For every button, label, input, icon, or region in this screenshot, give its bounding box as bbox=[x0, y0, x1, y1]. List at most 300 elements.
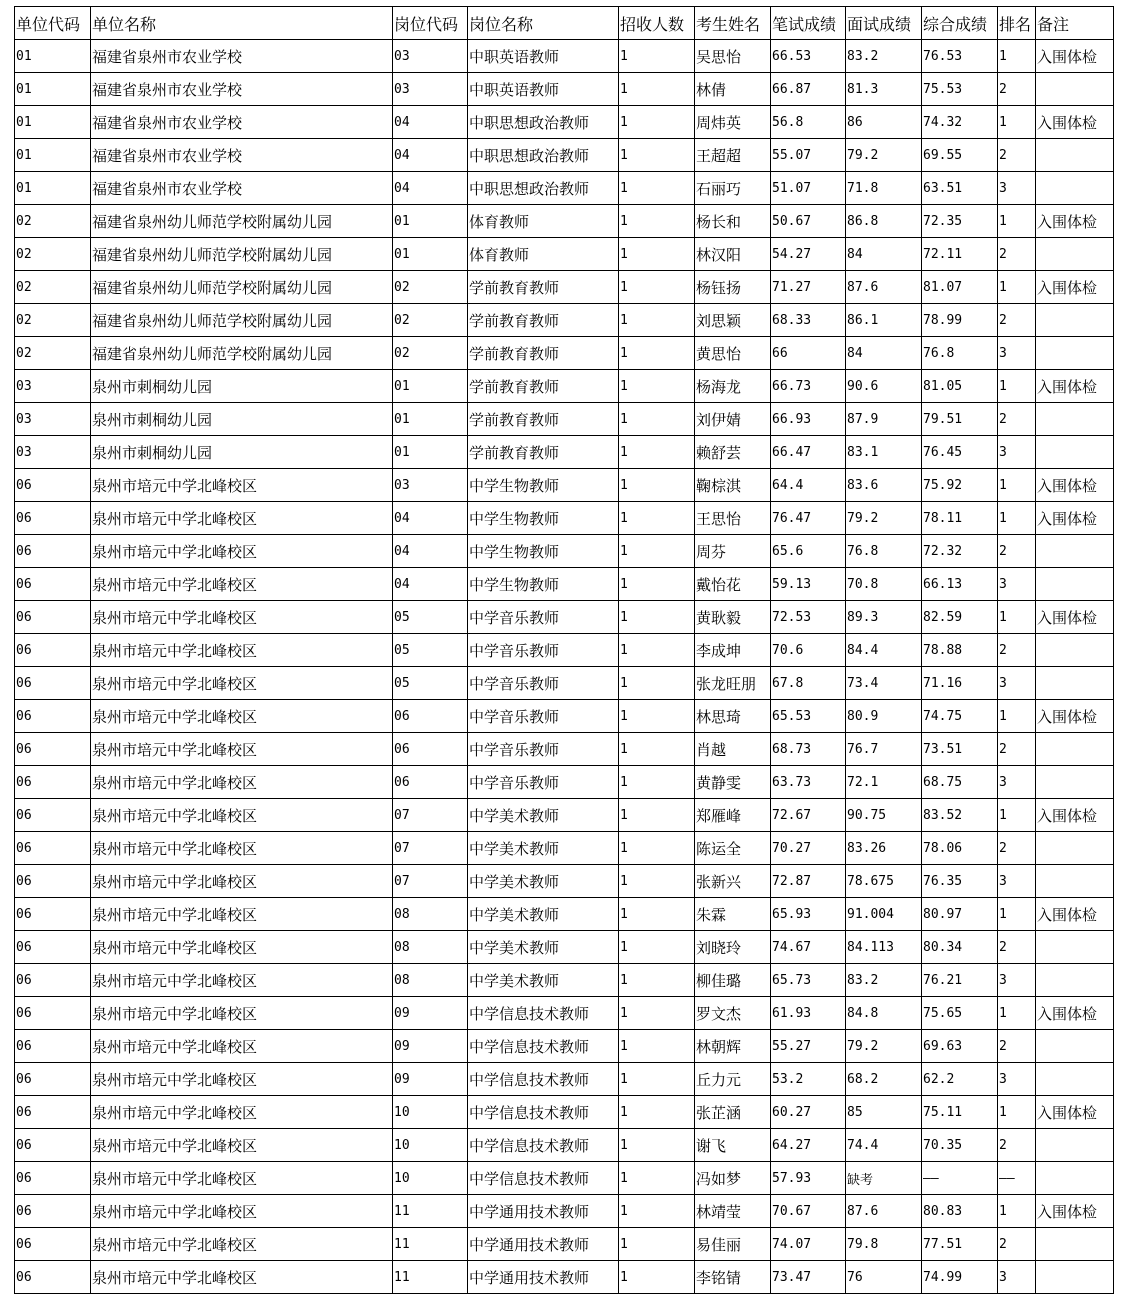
rank-cell: —— bbox=[998, 1162, 1036, 1195]
total-score-cell: 69.63 bbox=[922, 1030, 998, 1063]
total-score-cell: 76.8 bbox=[922, 337, 998, 370]
interview-score-cell: 72.1 bbox=[846, 766, 922, 799]
unit-name-cell: 福建省泉州市农业学校 bbox=[91, 106, 393, 139]
quota-cell: 1 bbox=[619, 865, 695, 898]
written-score-cell: 71.27 bbox=[771, 271, 846, 304]
rank-cell: 1 bbox=[998, 40, 1036, 73]
interview-score-cell: 70.8 bbox=[846, 568, 922, 601]
rank-cell: 2 bbox=[998, 1228, 1036, 1261]
interview-score-cell: 80.9 bbox=[846, 700, 922, 733]
interview-score-cell: 87.6 bbox=[846, 1195, 922, 1228]
rank-cell: 3 bbox=[998, 1261, 1036, 1294]
remark-cell bbox=[1036, 238, 1114, 271]
unit-name-cell: 福建省泉州市农业学校 bbox=[91, 172, 393, 205]
unit-code-cell: 01 bbox=[15, 40, 91, 73]
rank-cell: 1 bbox=[998, 502, 1036, 535]
candidate-name-cell: 刘伊婧 bbox=[695, 403, 771, 436]
post-code-cell: 06 bbox=[393, 700, 468, 733]
unit-code-cell: 02 bbox=[15, 238, 91, 271]
post-code-cell: 03 bbox=[393, 469, 468, 502]
written-score-cell: 76.47 bbox=[771, 502, 846, 535]
quota-cell: 1 bbox=[619, 997, 695, 1030]
post-code-cell: 05 bbox=[393, 634, 468, 667]
candidate-name-cell: 朱霖 bbox=[695, 898, 771, 931]
unit-name-cell: 泉州市培元中学北峰校区 bbox=[91, 799, 393, 832]
total-score-cell: 82.59 bbox=[922, 601, 998, 634]
candidate-name-cell: 吴思怡 bbox=[695, 40, 771, 73]
unit-name-cell: 泉州市培元中学北峰校区 bbox=[91, 766, 393, 799]
post-code-cell: 04 bbox=[393, 139, 468, 172]
interview-score-cell: 85 bbox=[846, 1096, 922, 1129]
written-score-cell: 65.93 bbox=[771, 898, 846, 931]
table-row bbox=[15, 205, 1114, 238]
table-row bbox=[15, 1129, 1114, 1162]
written-score-cell: 57.93 bbox=[771, 1162, 846, 1195]
unit-name-cell: 福建省泉州幼儿师范学校附属幼儿园 bbox=[91, 337, 393, 370]
remark-cell bbox=[1036, 1129, 1114, 1162]
rank-cell: 2 bbox=[998, 535, 1036, 568]
table-row bbox=[15, 667, 1114, 700]
rank-cell: 2 bbox=[998, 304, 1036, 337]
table-row bbox=[15, 337, 1114, 370]
header-unit-code: 单位代码 bbox=[15, 7, 91, 40]
post-code-cell: 02 bbox=[393, 271, 468, 304]
unit-code-cell: 06 bbox=[15, 1261, 91, 1294]
table-row bbox=[15, 469, 1114, 502]
interview-score-cell: 83.1 bbox=[846, 436, 922, 469]
unit-code-cell: 06 bbox=[15, 898, 91, 931]
remark-cell bbox=[1036, 766, 1114, 799]
quota-cell: 1 bbox=[619, 535, 695, 568]
quota-cell: 1 bbox=[619, 1063, 695, 1096]
post-code-cell: 04 bbox=[393, 502, 468, 535]
rank-cell: 3 bbox=[998, 337, 1036, 370]
post-name-cell: 学前教育教师 bbox=[468, 403, 619, 436]
unit-code-cell: 06 bbox=[15, 832, 91, 865]
post-name-cell: 中学通用技术教师 bbox=[468, 1261, 619, 1294]
table-row bbox=[15, 733, 1114, 766]
total-score-cell: 62.2 bbox=[922, 1063, 998, 1096]
rank-cell: 1 bbox=[998, 997, 1036, 1030]
table-row bbox=[15, 271, 1114, 304]
post-name-cell: 体育教师 bbox=[468, 238, 619, 271]
unit-code-cell: 02 bbox=[15, 304, 91, 337]
total-score-cell: 72.35 bbox=[922, 205, 998, 238]
unit-name-cell: 泉州市培元中学北峰校区 bbox=[91, 865, 393, 898]
table-row bbox=[15, 1030, 1114, 1063]
post-name-cell: 学前教育教师 bbox=[468, 271, 619, 304]
remark-cell bbox=[1036, 832, 1114, 865]
total-score-cell: 74.75 bbox=[922, 700, 998, 733]
written-score-cell: 61.93 bbox=[771, 997, 846, 1030]
candidate-name-cell: 黄耿毅 bbox=[695, 601, 771, 634]
quota-cell: 1 bbox=[619, 238, 695, 271]
table-body bbox=[15, 40, 1114, 1294]
unit-code-cell: 01 bbox=[15, 106, 91, 139]
candidate-name-cell: 肖越 bbox=[695, 733, 771, 766]
unit-name-cell: 泉州市培元中学北峰校区 bbox=[91, 700, 393, 733]
unit-name-cell: 泉州市培元中学北峰校区 bbox=[91, 832, 393, 865]
written-score-cell: 65.53 bbox=[771, 700, 846, 733]
remark-cell: 入围体检 bbox=[1036, 898, 1114, 931]
candidate-name-cell: 杨海龙 bbox=[695, 370, 771, 403]
unit-name-cell: 泉州市培元中学北峰校区 bbox=[91, 1030, 393, 1063]
table-row bbox=[15, 73, 1114, 106]
written-score-cell: 63.73 bbox=[771, 766, 846, 799]
remark-cell bbox=[1036, 1228, 1114, 1261]
table-row bbox=[15, 1261, 1114, 1294]
written-score-cell: 51.07 bbox=[771, 172, 846, 205]
rank-cell: 1 bbox=[998, 898, 1036, 931]
post-name-cell: 中职英语教师 bbox=[468, 40, 619, 73]
quota-cell: 1 bbox=[619, 106, 695, 139]
candidate-name-cell: 刘思颖 bbox=[695, 304, 771, 337]
total-score-cell: 73.51 bbox=[922, 733, 998, 766]
total-score-cell: 74.32 bbox=[922, 106, 998, 139]
post-code-cell: 09 bbox=[393, 1030, 468, 1063]
post-code-cell: 04 bbox=[393, 568, 468, 601]
post-code-cell: 07 bbox=[393, 799, 468, 832]
header-interview-score: 面试成绩 bbox=[846, 7, 922, 40]
post-code-cell: 09 bbox=[393, 1063, 468, 1096]
quota-cell: 1 bbox=[619, 1261, 695, 1294]
unit-code-cell: 03 bbox=[15, 370, 91, 403]
total-score-cell: 76.45 bbox=[922, 436, 998, 469]
remark-cell: 入围体检 bbox=[1036, 700, 1114, 733]
total-score-cell: 74.99 bbox=[922, 1261, 998, 1294]
total-score-cell: 76.21 bbox=[922, 964, 998, 997]
quota-cell: 1 bbox=[619, 1195, 695, 1228]
candidate-name-cell: 周炜英 bbox=[695, 106, 771, 139]
total-score-cell: 81.05 bbox=[922, 370, 998, 403]
remark-cell: 入围体检 bbox=[1036, 40, 1114, 73]
rank-cell: 1 bbox=[998, 1096, 1036, 1129]
rank-cell: 2 bbox=[998, 73, 1036, 106]
remark-cell bbox=[1036, 436, 1114, 469]
unit-code-cell: 02 bbox=[15, 337, 91, 370]
interview-score-cell: 89.3 bbox=[846, 601, 922, 634]
unit-code-cell: 06 bbox=[15, 601, 91, 634]
post-code-cell: 01 bbox=[393, 370, 468, 403]
total-score-cell: —— bbox=[922, 1162, 998, 1195]
unit-code-cell: 06 bbox=[15, 733, 91, 766]
post-name-cell: 中学音乐教师 bbox=[468, 700, 619, 733]
candidate-name-cell: 林思琦 bbox=[695, 700, 771, 733]
unit-code-cell: 06 bbox=[15, 568, 91, 601]
written-score-cell: 53.2 bbox=[771, 1063, 846, 1096]
post-name-cell: 中学信息技术教师 bbox=[468, 1063, 619, 1096]
rank-cell: 3 bbox=[998, 964, 1036, 997]
quota-cell: 1 bbox=[619, 634, 695, 667]
table-row bbox=[15, 1063, 1114, 1096]
unit-code-cell: 06 bbox=[15, 766, 91, 799]
table-row bbox=[15, 172, 1114, 205]
post-name-cell: 中学美术教师 bbox=[468, 964, 619, 997]
written-score-cell: 72.87 bbox=[771, 865, 846, 898]
total-score-cell: 72.32 bbox=[922, 535, 998, 568]
written-score-cell: 72.67 bbox=[771, 799, 846, 832]
remark-cell: 入围体检 bbox=[1036, 1195, 1114, 1228]
candidate-name-cell: 陈运全 bbox=[695, 832, 771, 865]
table-row bbox=[15, 1096, 1114, 1129]
written-score-cell: 55.07 bbox=[771, 139, 846, 172]
quota-cell: 1 bbox=[619, 964, 695, 997]
interview-score-cell: 79.2 bbox=[846, 1030, 922, 1063]
interview-score-cell: 86.1 bbox=[846, 304, 922, 337]
table-row bbox=[15, 1228, 1114, 1261]
unit-code-cell: 06 bbox=[15, 667, 91, 700]
quota-cell: 1 bbox=[619, 139, 695, 172]
total-score-cell: 77.51 bbox=[922, 1228, 998, 1261]
total-score-cell: 78.06 bbox=[922, 832, 998, 865]
written-score-cell: 73.47 bbox=[771, 1261, 846, 1294]
remark-cell bbox=[1036, 337, 1114, 370]
remark-cell: 入围体检 bbox=[1036, 799, 1114, 832]
candidate-name-cell: 柳佳璐 bbox=[695, 964, 771, 997]
quota-cell: 1 bbox=[619, 568, 695, 601]
quota-cell: 1 bbox=[619, 1129, 695, 1162]
candidate-name-cell: 王超超 bbox=[695, 139, 771, 172]
candidate-name-cell: 赖舒芸 bbox=[695, 436, 771, 469]
post-code-cell: 01 bbox=[393, 403, 468, 436]
written-score-cell: 74.07 bbox=[771, 1228, 846, 1261]
unit-name-cell: 福建省泉州市农业学校 bbox=[91, 40, 393, 73]
interview-score-cell: 90.75 bbox=[846, 799, 922, 832]
rank-cell: 3 bbox=[998, 1063, 1036, 1096]
written-score-cell: 66.73 bbox=[771, 370, 846, 403]
post-code-cell: 06 bbox=[393, 733, 468, 766]
unit-code-cell: 01 bbox=[15, 139, 91, 172]
post-code-cell: 05 bbox=[393, 601, 468, 634]
written-score-cell: 60.27 bbox=[771, 1096, 846, 1129]
candidate-name-cell: 黄思怡 bbox=[695, 337, 771, 370]
remark-cell bbox=[1036, 403, 1114, 436]
written-score-cell: 70.6 bbox=[771, 634, 846, 667]
written-score-cell: 64.4 bbox=[771, 469, 846, 502]
unit-name-cell: 福建省泉州幼儿师范学校附属幼儿园 bbox=[91, 271, 393, 304]
post-code-cell: 06 bbox=[393, 766, 468, 799]
remark-cell bbox=[1036, 931, 1114, 964]
post-name-cell: 中学信息技术教师 bbox=[468, 1030, 619, 1063]
unit-code-cell: 03 bbox=[15, 436, 91, 469]
written-score-cell: 70.67 bbox=[771, 1195, 846, 1228]
unit-code-cell: 06 bbox=[15, 1063, 91, 1096]
post-name-cell: 学前教育教师 bbox=[468, 370, 619, 403]
table-row bbox=[15, 1162, 1114, 1195]
unit-code-cell: 01 bbox=[15, 172, 91, 205]
post-name-cell: 学前教育教师 bbox=[468, 304, 619, 337]
quota-cell: 1 bbox=[619, 403, 695, 436]
unit-code-cell: 06 bbox=[15, 964, 91, 997]
rank-cell: 3 bbox=[998, 667, 1036, 700]
candidate-name-cell: 丘力元 bbox=[695, 1063, 771, 1096]
post-name-cell: 学前教育教师 bbox=[468, 337, 619, 370]
header-remark: 备注 bbox=[1036, 7, 1114, 40]
rank-cell: 2 bbox=[998, 238, 1036, 271]
interview-score-cell: 76.8 bbox=[846, 535, 922, 568]
total-score-cell: 75.53 bbox=[922, 73, 998, 106]
post-name-cell: 中学音乐教师 bbox=[468, 634, 619, 667]
candidate-name-cell: 杨长和 bbox=[695, 205, 771, 238]
rank-cell: 1 bbox=[998, 1195, 1036, 1228]
table-row bbox=[15, 898, 1114, 931]
unit-name-cell: 泉州市培元中学北峰校区 bbox=[91, 1228, 393, 1261]
post-code-cell: 01 bbox=[393, 238, 468, 271]
unit-name-cell: 福建省泉州幼儿师范学校附属幼儿园 bbox=[91, 304, 393, 337]
quota-cell: 1 bbox=[619, 40, 695, 73]
quota-cell: 1 bbox=[619, 1096, 695, 1129]
table-row bbox=[15, 832, 1114, 865]
table-row bbox=[15, 370, 1114, 403]
unit-code-cell: 06 bbox=[15, 1096, 91, 1129]
remark-cell bbox=[1036, 73, 1114, 106]
written-score-cell: 66.53 bbox=[771, 40, 846, 73]
candidate-name-cell: 鞠棕淇 bbox=[695, 469, 771, 502]
header-total-score: 综合成绩 bbox=[922, 7, 998, 40]
unit-code-cell: 06 bbox=[15, 502, 91, 535]
remark-cell: 入围体检 bbox=[1036, 469, 1114, 502]
unit-name-cell: 泉州市培元中学北峰校区 bbox=[91, 1063, 393, 1096]
written-score-cell: 68.73 bbox=[771, 733, 846, 766]
remark-cell: 入围体检 bbox=[1036, 205, 1114, 238]
quota-cell: 1 bbox=[619, 898, 695, 931]
post-name-cell: 学前教育教师 bbox=[468, 436, 619, 469]
unit-name-cell: 泉州市培元中学北峰校区 bbox=[91, 1261, 393, 1294]
quota-cell: 1 bbox=[619, 1030, 695, 1063]
table-row bbox=[15, 139, 1114, 172]
remark-cell bbox=[1036, 568, 1114, 601]
total-score-cell: 71.16 bbox=[922, 667, 998, 700]
interview-score-cell: 76.7 bbox=[846, 733, 922, 766]
header-row bbox=[15, 7, 1114, 40]
rank-cell: 1 bbox=[998, 106, 1036, 139]
written-score-cell: 55.27 bbox=[771, 1030, 846, 1063]
written-score-cell: 67.8 bbox=[771, 667, 846, 700]
post-name-cell: 中学信息技术教师 bbox=[468, 1129, 619, 1162]
unit-name-cell: 泉州市刺桐幼儿园 bbox=[91, 403, 393, 436]
unit-code-cell: 06 bbox=[15, 700, 91, 733]
table-row bbox=[15, 700, 1114, 733]
remark-cell: 入围体检 bbox=[1036, 601, 1114, 634]
post-name-cell: 中学美术教师 bbox=[468, 865, 619, 898]
candidate-name-cell: 黄静雯 bbox=[695, 766, 771, 799]
rank-cell: 1 bbox=[998, 370, 1036, 403]
total-score-cell: 75.92 bbox=[922, 469, 998, 502]
candidate-name-cell: 易佳丽 bbox=[695, 1228, 771, 1261]
quota-cell: 1 bbox=[619, 931, 695, 964]
unit-name-cell: 泉州市培元中学北峰校区 bbox=[91, 535, 393, 568]
interview-score-cell: 78.675 bbox=[846, 865, 922, 898]
total-score-cell: 76.53 bbox=[922, 40, 998, 73]
post-name-cell: 中学美术教师 bbox=[468, 898, 619, 931]
unit-code-cell: 06 bbox=[15, 1162, 91, 1195]
post-name-cell: 中学生物教师 bbox=[468, 469, 619, 502]
post-code-cell: 04 bbox=[393, 106, 468, 139]
quota-cell: 1 bbox=[619, 271, 695, 304]
header-post-code: 岗位代码 bbox=[393, 7, 468, 40]
unit-code-cell: 03 bbox=[15, 403, 91, 436]
candidate-name-cell: 张芷涵 bbox=[695, 1096, 771, 1129]
remark-cell bbox=[1036, 535, 1114, 568]
total-score-cell: 81.07 bbox=[922, 271, 998, 304]
interview-score-cell: 90.6 bbox=[846, 370, 922, 403]
total-score-cell: 79.51 bbox=[922, 403, 998, 436]
unit-code-cell: 01 bbox=[15, 73, 91, 106]
post-name-cell: 中职思想政治教师 bbox=[468, 106, 619, 139]
quota-cell: 1 bbox=[619, 370, 695, 403]
quota-cell: 1 bbox=[619, 667, 695, 700]
interview-score-cell: 84 bbox=[846, 238, 922, 271]
table-row bbox=[15, 238, 1114, 271]
post-code-cell: 11 bbox=[393, 1195, 468, 1228]
interview-score-cell: 84.113 bbox=[846, 931, 922, 964]
post-name-cell: 中职英语教师 bbox=[468, 73, 619, 106]
table-row bbox=[15, 436, 1114, 469]
candidate-name-cell: 林倩 bbox=[695, 73, 771, 106]
unit-code-cell: 06 bbox=[15, 1228, 91, 1261]
remark-cell: 入围体检 bbox=[1036, 106, 1114, 139]
written-score-cell: 72.53 bbox=[771, 601, 846, 634]
post-name-cell: 中学通用技术教师 bbox=[468, 1195, 619, 1228]
interview-score-cell: 79.2 bbox=[846, 502, 922, 535]
unit-name-cell: 泉州市培元中学北峰校区 bbox=[91, 1096, 393, 1129]
total-score-cell: 80.34 bbox=[922, 931, 998, 964]
post-code-cell: 04 bbox=[393, 172, 468, 205]
table-row bbox=[15, 40, 1114, 73]
total-score-cell: 75.65 bbox=[922, 997, 998, 1030]
rank-cell: 2 bbox=[998, 931, 1036, 964]
written-score-cell: 66 bbox=[771, 337, 846, 370]
post-name-cell: 中学通用技术教师 bbox=[468, 1228, 619, 1261]
post-name-cell: 中学美术教师 bbox=[468, 799, 619, 832]
written-score-cell: 66.87 bbox=[771, 73, 846, 106]
rank-cell: 2 bbox=[998, 733, 1036, 766]
total-score-cell: 75.11 bbox=[922, 1096, 998, 1129]
table-row bbox=[15, 601, 1114, 634]
post-name-cell: 中学信息技术教师 bbox=[468, 1096, 619, 1129]
written-score-cell: 70.27 bbox=[771, 832, 846, 865]
header-unit-name: 单位名称 bbox=[91, 7, 393, 40]
candidate-name-cell: 李成坤 bbox=[695, 634, 771, 667]
table-row bbox=[15, 304, 1114, 337]
post-code-cell: 02 bbox=[393, 337, 468, 370]
post-code-cell: 11 bbox=[393, 1261, 468, 1294]
header-post-name: 岗位名称 bbox=[468, 7, 619, 40]
unit-code-cell: 06 bbox=[15, 997, 91, 1030]
unit-name-cell: 泉州市培元中学北峰校区 bbox=[91, 634, 393, 667]
table-row bbox=[15, 568, 1114, 601]
results-table bbox=[14, 6, 1114, 1294]
interview-score-cell: 84.4 bbox=[846, 634, 922, 667]
unit-code-cell: 06 bbox=[15, 1129, 91, 1162]
quota-cell: 1 bbox=[619, 601, 695, 634]
written-score-cell: 74.67 bbox=[771, 931, 846, 964]
remark-cell: 入围体检 bbox=[1036, 997, 1114, 1030]
candidate-name-cell: 郑雁峰 bbox=[695, 799, 771, 832]
rank-cell: 3 bbox=[998, 865, 1036, 898]
candidate-name-cell: 戴怡花 bbox=[695, 568, 771, 601]
quota-cell: 1 bbox=[619, 469, 695, 502]
candidate-name-cell: 林汉阳 bbox=[695, 238, 771, 271]
quota-cell: 1 bbox=[619, 172, 695, 205]
table-row bbox=[15, 634, 1114, 667]
post-name-cell: 中学生物教师 bbox=[468, 502, 619, 535]
quota-cell: 1 bbox=[619, 700, 695, 733]
interview-score-cell: 84.8 bbox=[846, 997, 922, 1030]
unit-name-cell: 泉州市培元中学北峰校区 bbox=[91, 469, 393, 502]
rank-cell: 2 bbox=[998, 403, 1036, 436]
remark-cell bbox=[1036, 634, 1114, 667]
